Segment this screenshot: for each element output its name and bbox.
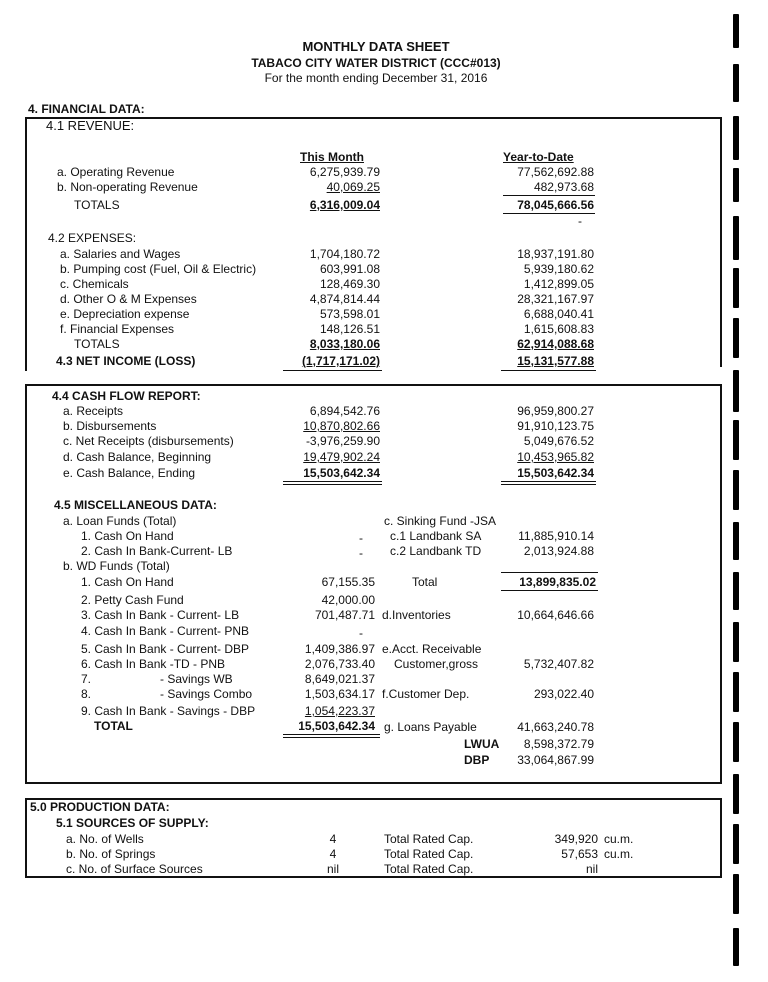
binder-mark — [733, 14, 739, 48]
wd-label: 8. — [81, 687, 92, 701]
revenue-ytd: 77,562,692.88 — [517, 165, 594, 179]
source-count: nil — [326, 862, 339, 876]
cash-flow-ytd: 10,453,965.82 — [517, 450, 594, 464]
binder-mark — [733, 318, 739, 358]
loans-payable-value: 41,663,240.78 — [517, 720, 594, 734]
wd-label: 1. Cash On Hand — [81, 575, 174, 589]
loans-payable-label: g. Loans Payable — [384, 720, 477, 734]
cash-flow-label: d. Cash Balance, Beginning — [63, 450, 212, 464]
wd-total-rule — [283, 734, 380, 735]
revenue-month: 6,275,939.79 — [309, 165, 380, 179]
expense-ytd: 6,688,040.41 — [523, 307, 594, 321]
source-count: 4 — [329, 832, 337, 846]
expense-month: 128,469.30 — [319, 277, 380, 291]
net-income-label: 4.3 NET INCOME (LOSS) — [56, 354, 196, 368]
revenue-totals-ytd: 78,045,666.56 — [517, 198, 594, 212]
source-label: a. No. of Wells — [66, 832, 144, 846]
expense-totals-month: 8,033,180.06 — [309, 337, 380, 351]
expense-ytd: 28,321,167.97 — [517, 292, 594, 306]
expense-label: f. Financial Expenses — [60, 322, 175, 336]
page-title: MONTHLY DATA SHEET — [302, 39, 450, 54]
ytd-dash: - — [578, 214, 582, 228]
expense-totals-label: TOTALS — [74, 337, 120, 351]
loan-label: 2. Cash In Bank-Current- LB — [81, 544, 233, 558]
source-cap: 57,653 — [561, 847, 598, 861]
binder-mark — [733, 116, 739, 160]
wd-total-rule2 — [283, 737, 380, 738]
cash-flow-month: 19,479,902.24 — [303, 450, 380, 464]
wd-label: 6. Cash In Bank -TD - PNB — [81, 657, 226, 671]
revenue-heading: 4.1 REVENUE: — [46, 118, 135, 133]
sinking-value: 2,013,924.88 — [523, 544, 594, 558]
revenue-ytd: 482,973.68 — [533, 180, 594, 194]
cash-flow-label: c. Net Receipts (disbursements) — [63, 434, 234, 448]
expense-month: 573,598.01 — [319, 307, 380, 321]
binder-mark — [733, 268, 739, 308]
wd-value: 1,054,223.37 — [304, 704, 375, 718]
loan-value: - — [359, 546, 363, 560]
net-income-month-rule — [283, 370, 382, 371]
cash-flow-ytd: 91,910,123.75 — [517, 419, 594, 433]
expense-totals-ytd: 62,914,088.68 — [517, 337, 594, 351]
binder-mark — [733, 572, 739, 610]
wd-total-value: 15,503,642.34 — [298, 719, 375, 733]
expense-ytd: 18,937,191.80 — [517, 247, 594, 261]
binder-mark — [733, 420, 739, 460]
wd-value: 701,487.71 — [314, 608, 375, 622]
binder-mark — [733, 168, 739, 202]
source-label: c. No. of Surface Sources — [66, 862, 203, 876]
page-period: For the month ending December 31, 2016 — [264, 71, 488, 85]
customer-dep-value: 293,022.40 — [533, 687, 594, 701]
wd-value: 1,409,386.97 — [304, 642, 375, 656]
wd-value: 42,000.00 — [321, 593, 375, 607]
binder-mark — [733, 522, 739, 560]
cash-flow-label: e. Cash Balance, Ending — [63, 466, 196, 480]
cash-end-month-rule — [283, 481, 382, 482]
sinking-total-label: Total — [412, 575, 438, 589]
binder-mark — [733, 672, 739, 712]
cash-flow-month: -3,976,259.90 — [305, 434, 380, 448]
cash-flow-label: a. Receipts — [63, 404, 124, 418]
revenue-totals-month: 6,316,009.04 — [309, 198, 380, 212]
cash-flow-month: 15,503,642.34 — [303, 466, 380, 480]
receivable-label: e.Acct. Receivable — [382, 642, 482, 656]
cash-flow-ytd: 96,959,800.27 — [517, 404, 594, 418]
wd-value: 8,649,021.37 — [304, 672, 375, 686]
sinking-value: 11,885,910.14 — [518, 529, 594, 543]
source-unit: cu.m. — [604, 832, 634, 846]
cash-end-ytd-rule2 — [501, 484, 596, 485]
net-income-month: (1,717,171.02) — [301, 354, 380, 368]
inventories-value: 10,664,646.66 — [517, 608, 594, 622]
misc-heading: 4.5 MISCELLANEOUS DATA: — [54, 498, 217, 512]
revenue-label: a. Operating Revenue — [57, 165, 175, 179]
production-heading: 5.0 PRODUCTION DATA: — [30, 800, 170, 814]
sinking-total-rule-top — [501, 572, 598, 573]
receivable-value: 5,732,407.82 — [523, 657, 594, 671]
expenses-heading: 4.2 EXPENSES: — [48, 231, 137, 245]
expense-month: 1,704,180.72 — [309, 247, 380, 261]
expense-ytd: 1,412,899.05 — [523, 277, 594, 291]
cash-flow-month: 6,894,542.76 — [309, 404, 380, 418]
wd-funds-heading: b. WD Funds (Total) — [63, 559, 170, 573]
expense-label: c. Chemicals — [60, 277, 129, 291]
source-cap-label: Total Rated Cap. — [384, 862, 474, 876]
net-income-ytd: 15,131,577.88 — [517, 354, 594, 368]
fin-box-left — [25, 117, 27, 371]
wd-label: 4. Cash In Bank - Current- PNB — [81, 624, 250, 638]
sinking-total-rule — [501, 590, 598, 591]
revenue-label: b. Non-operating Revenue — [57, 180, 198, 194]
binder-mark — [733, 64, 739, 102]
wd-label: 3. Cash In Bank - Current- LB — [81, 608, 240, 622]
wd-sublabel: - Savings WB — [160, 672, 233, 686]
expense-label: a. Salaries and Wages — [60, 247, 181, 261]
wd-value: 1,503,634.17 — [304, 687, 375, 701]
cash-end-month-rule2 — [283, 484, 382, 485]
cash-end-ytd-rule — [501, 481, 596, 482]
net-income-ytd-rule — [501, 370, 596, 371]
source-label: b. No. of Springs — [66, 847, 156, 861]
revenue-ytd-underline — [503, 195, 595, 196]
cash-flow-ytd: 5,049,676.52 — [523, 434, 594, 448]
cash-flow-label: b. Disbursements — [63, 419, 157, 433]
wd-label: 5. Cash In Bank - Current- DBP — [81, 642, 250, 656]
page-subtitle: TABACO CITY WATER DISTRICT (CCC#013) — [251, 56, 501, 70]
wd-sublabel: - Savings Combo — [160, 687, 253, 701]
binder-mark — [733, 470, 739, 510]
expense-label: e. Depreciation expense — [60, 307, 190, 321]
inventories-label: d.Inventories — [382, 608, 451, 622]
wd-value: 67,155.35 — [321, 575, 375, 589]
binder-mark — [733, 216, 739, 260]
col-this-month: This Month — [300, 150, 364, 164]
col-year-to-date: Year-to-Date — [503, 150, 574, 164]
expense-ytd: 5,939,180.62 — [523, 262, 594, 276]
loan-funds-heading: a. Loan Funds (Total) — [63, 514, 177, 528]
lwua-value: 8,598,372.79 — [523, 737, 594, 751]
lwua-label: LWUA — [464, 737, 500, 751]
source-cap: nil — [585, 862, 598, 876]
wd-value: 2,076,733.40 — [304, 657, 375, 671]
wd-label: 7. — [81, 672, 92, 686]
expense-month: 603,991.08 — [319, 262, 380, 276]
revenue-totals-label: TOTALS — [74, 198, 120, 212]
expense-month: 148,126.51 — [319, 322, 380, 336]
sinking-label: c.2 Landbank TD — [390, 544, 482, 558]
fin-box-right — [720, 117, 722, 367]
sinking-total-value: 13,899,835.02 — [519, 575, 596, 589]
dbp-value: 33,064,867.99 — [517, 753, 594, 767]
receivable-sublabel: Customer,gross — [394, 657, 479, 671]
binder-mark — [733, 824, 739, 864]
binder-mark — [733, 774, 739, 814]
binder-mark — [733, 622, 739, 662]
loan-value: - — [359, 531, 363, 545]
dbp-label: DBP — [464, 753, 490, 767]
source-unit: cu.m. — [604, 847, 634, 861]
cash-flow-month: 10,870,802.66 — [303, 419, 380, 433]
revenue-month: 40,069.25 — [326, 180, 380, 194]
binder-mark — [733, 722, 739, 762]
wd-total-label: TOTAL — [94, 719, 133, 733]
expense-ytd: 1,615,608.83 — [523, 322, 594, 336]
customer-dep-label: f.Customer Dep. — [382, 687, 470, 701]
loan-label: 1. Cash On Hand — [81, 529, 174, 543]
wd-label: 2. Petty Cash Fund — [81, 593, 184, 607]
source-cap-label: Total Rated Cap. — [384, 832, 474, 846]
binder-mark — [733, 928, 739, 966]
expense-label: d. Other O & M Expenses — [60, 292, 197, 306]
wd-value: - — [359, 626, 363, 640]
cash-flow-heading: 4.4 CASH FLOW REPORT: — [52, 389, 201, 403]
financial-data-heading: 4. FINANCIAL DATA: — [28, 102, 145, 116]
source-cap: 349,920 — [554, 832, 598, 846]
sources-heading: 5.1 SOURCES OF SUPPLY: — [56, 816, 209, 830]
cash-flow-ytd: 15,503,642.34 — [517, 466, 594, 480]
expense-month: 4,874,814.44 — [309, 292, 380, 306]
sinking-fund-heading: c. Sinking Fund -JSA — [384, 514, 497, 528]
sinking-label: c.1 Landbank SA — [390, 529, 482, 543]
wd-label: 9. Cash In Bank - Savings - DBP — [81, 704, 256, 718]
binder-mark — [733, 874, 739, 914]
expense-label: b. Pumping cost (Fuel, Oil & Electric) — [60, 262, 257, 276]
source-count: 4 — [329, 847, 337, 861]
source-cap-label: Total Rated Cap. — [384, 847, 474, 861]
binder-mark — [733, 370, 739, 412]
